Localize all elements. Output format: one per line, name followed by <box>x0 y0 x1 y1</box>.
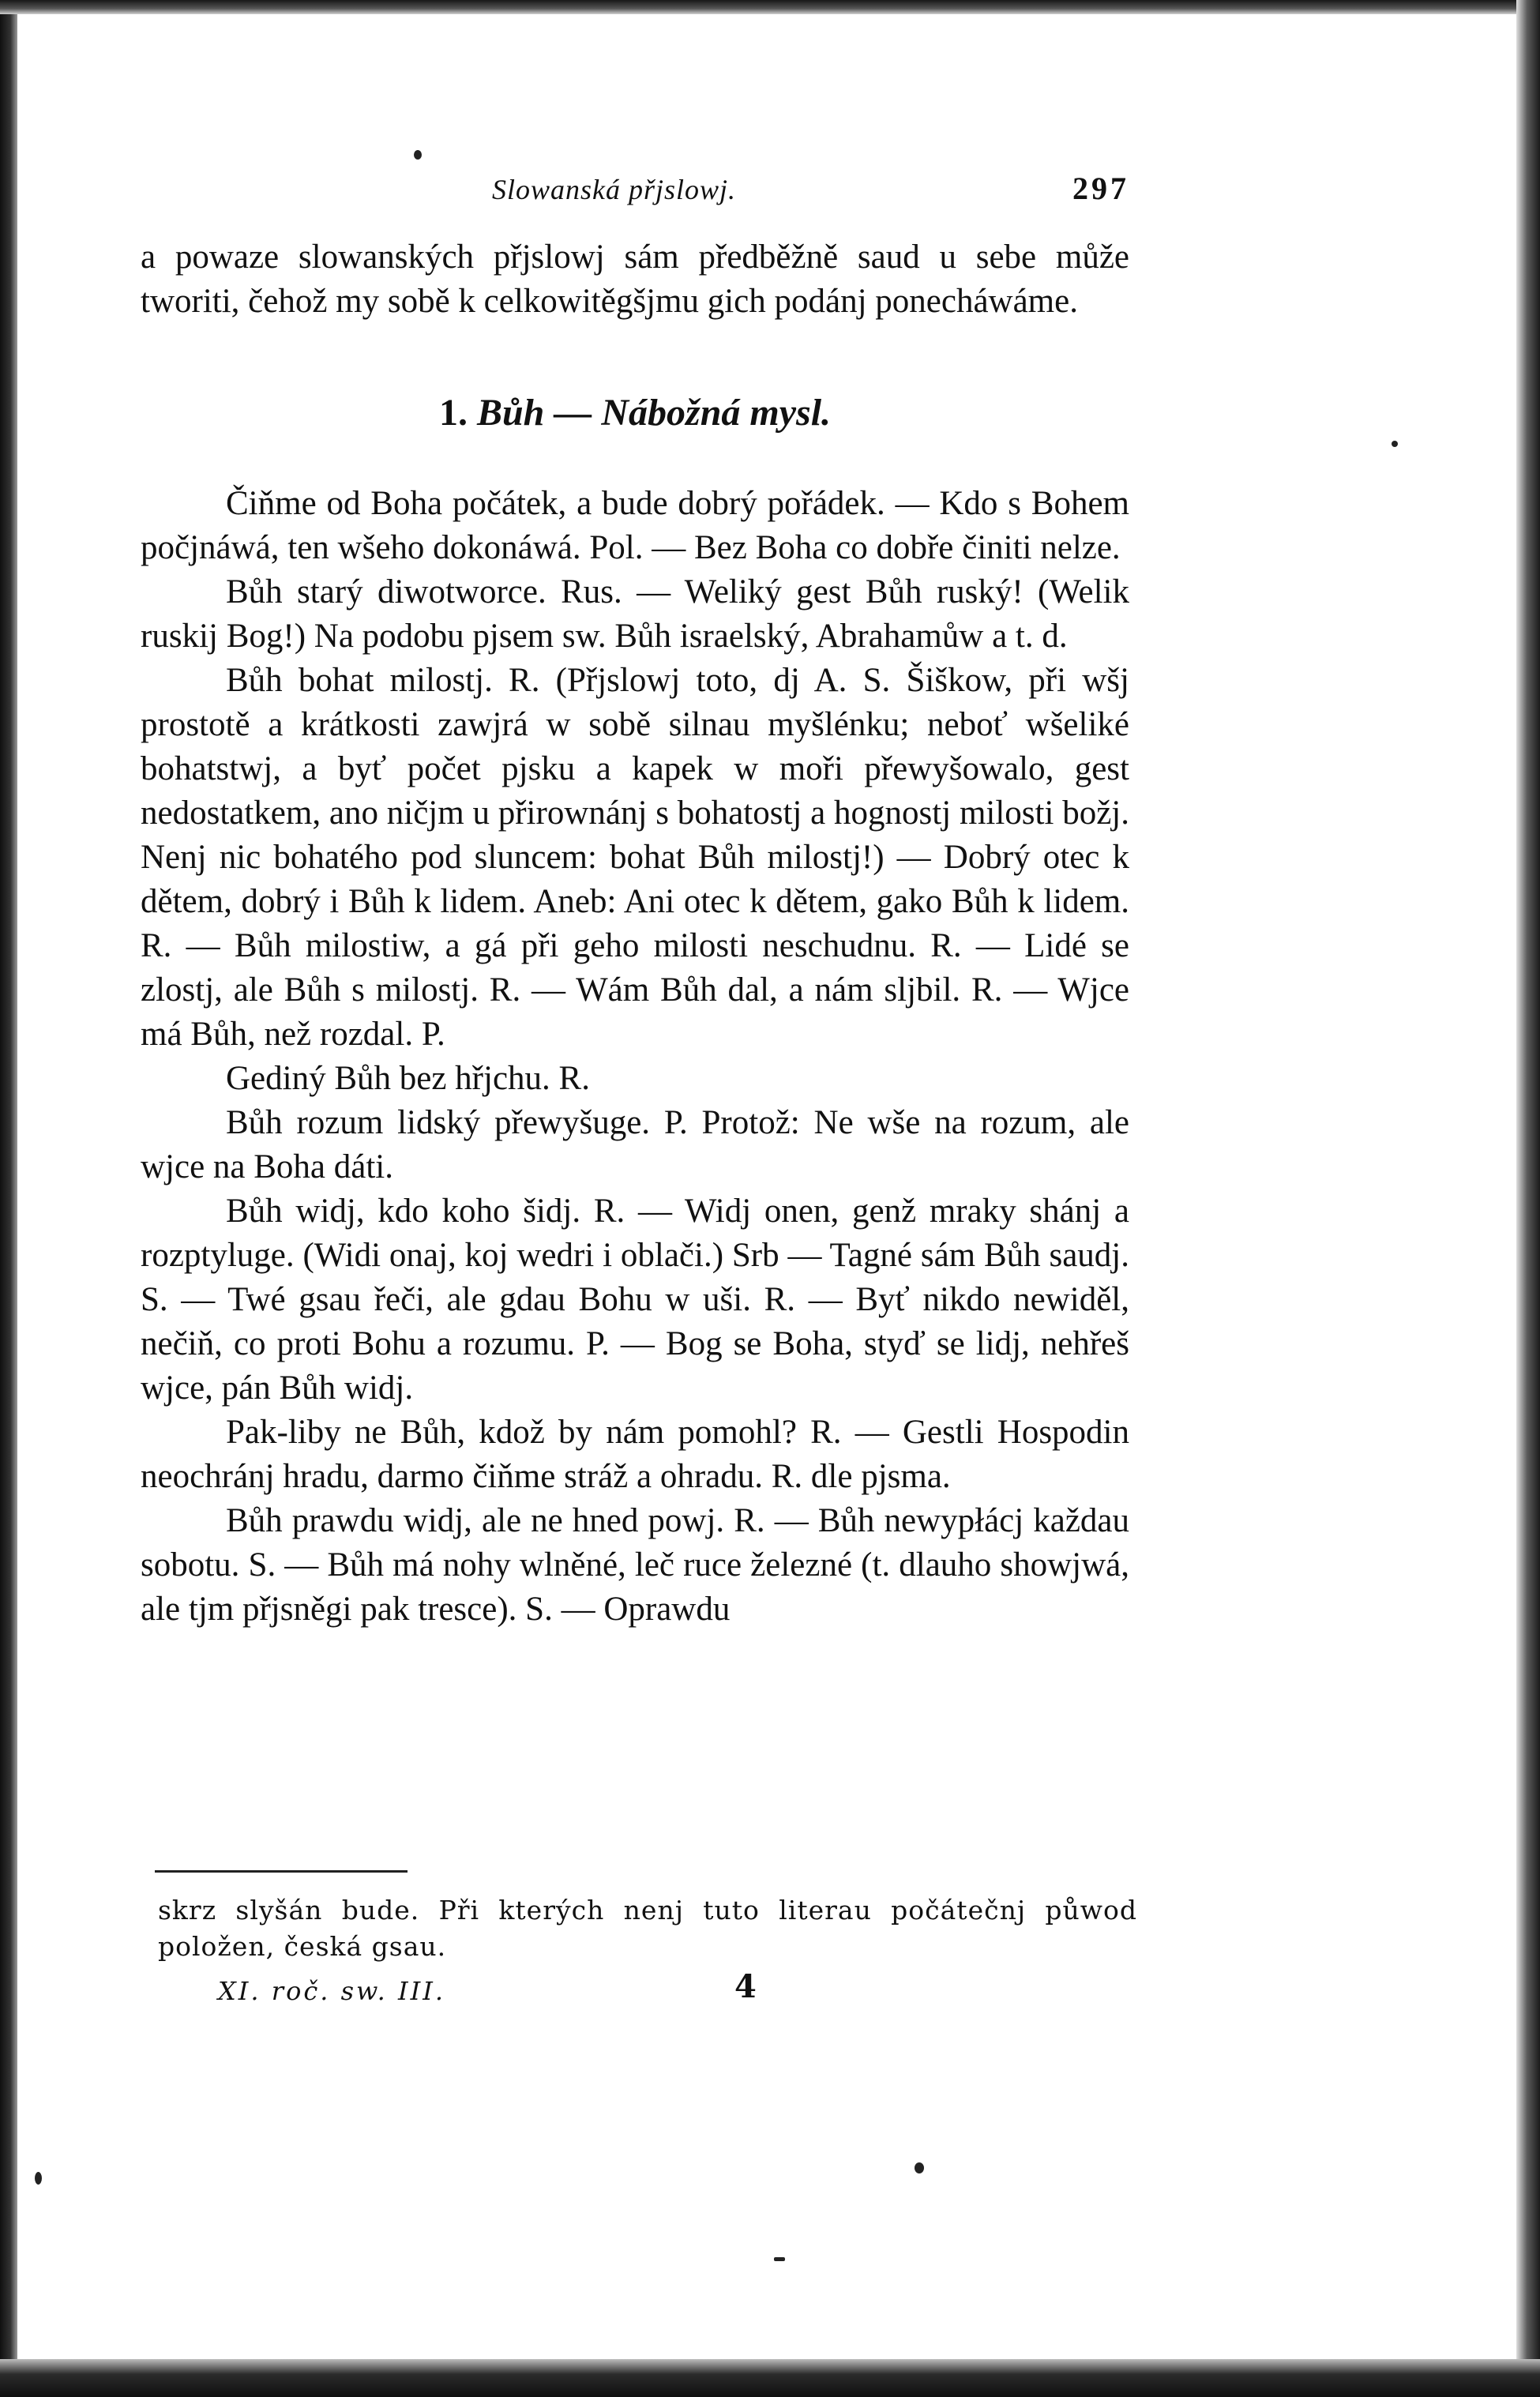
paragraph: Gediný Bůh bez hřjchu. R. <box>226 1060 590 1097</box>
footnote-rule <box>155 1870 408 1873</box>
page-header <box>141 170 1129 217</box>
footnote: skrz slyšán bude. Při kterých nenj tuto literau počátečnj půwod položen, česká gsau. <box>158 1895 1137 1962</box>
section-title: Bůh — Nábožná mysl. <box>476 392 832 434</box>
ink-speck <box>774 2257 785 2261</box>
paragraph: Bůh prawdu widj, ale ne hned powj. R. — Bůh newypłácj každau sobotu. S. — Bůh má nohy wlněné, leč ruce železné (t. dlauho showjwá, ale tjm přjsněgi pak tresce). S. — Oprawdu <box>141 1502 1129 1628</box>
page-number: 297 <box>1072 171 1129 206</box>
body-text <box>141 482 1129 1632</box>
paragraph: Bůh widj, kdo koho šidj. R. — Widj onen, genž mraky shánj a rozptyluge. (Widi onaj, koj wedri i oblači.) Srb — Tagné sám Bůh saudj. S. — Twé gsau řeči, ale gdau Bohu w uši. R. — Byť nikdo newiděl, nečiň, co proti Bohu a rozumu. P. — Bog se Boha, styď se lidj, nehřeš wjce, pán Bůh widj. <box>141 1193 1129 1407</box>
paragraph: Bůh rozum lidský přewyšuge. P. Protož: Ne wše na rozum, ale wjce na Boha dáti. <box>141 1104 1129 1185</box>
section-heading <box>141 391 1129 434</box>
section-number: 1. <box>438 392 468 434</box>
running-title: Slowanská přjslowj. <box>492 174 737 205</box>
scan-edge-left <box>0 0 17 2397</box>
scan-edge-right <box>1516 0 1540 2397</box>
scan-edge-top <box>0 0 1540 14</box>
paragraph: Bůh bohat milostj. R. (Přjslowj toto, dj A. S. Šiškow, při wšj prostotě a krátkosti zawjrá w sobě silnau myšlénku; neboť wšeliké bohatstwj, a byť počet pjsku a kapek w moři přewyšowalo, gest nedostatkem, ano ničjm u přirownánj s bohatostj a hognostj milosti božj. Nenj nic bohatého pod sluncem: bohat Bůh milostj!) — Dobrý otec k dětem, dobrý i Bůh k lidem. Aneb: Ani otec k dětem, gako Bůh k lidem. R. — Bůh milostiw, a gá při geho milosti neschudnu. R. — Lidé se zlostj, ale Bůh s milostj. R. — Wám Bůh dal, a nám sljbil. R. — Wjce má Bůh, než rozdal. P. <box>141 662 1129 1053</box>
ink-speck <box>414 150 422 160</box>
intro-block <box>141 235 1129 324</box>
ink-speck <box>35 2172 42 2185</box>
ink-speck <box>1392 441 1398 447</box>
paragraph: Pak-liby ne Bůh, kdož by nám pomohl? R. — Gestli Hospodin neochránj hradu, darmo čiňme stráž a ohradu. R. dle pjsma. <box>141 1414 1129 1495</box>
intro-paragraph: a powaze slowanských přjslowj sám předběžně saud u sebe může tworiti, čehož my sobě k celkowitěgšjmu gich podánj ponecháwáme. <box>141 239 1129 320</box>
paragraph: Bůh starý diwotworce. Rus. — Weliký gest Bůh ruský! (Welik ruskij Bog!) Na podobu pjsem sw. Bůh israelský, Abrahamůw a t. d. <box>141 573 1129 655</box>
paragraph: Čiňme od Boha počátek, a bude dobrý pořádek. — Kdo s Bohem počjnáwá, ten wšeho dokonáwá. Pol. — Bez Boha co dobře činiti nelze. <box>141 485 1129 566</box>
signature-number: 4 <box>734 1968 757 2005</box>
scan-edge-bottom <box>0 2359 1540 2397</box>
signature-mark: XI. roč. sw. III. <box>218 1976 446 2006</box>
ink-speck <box>915 2162 924 2173</box>
